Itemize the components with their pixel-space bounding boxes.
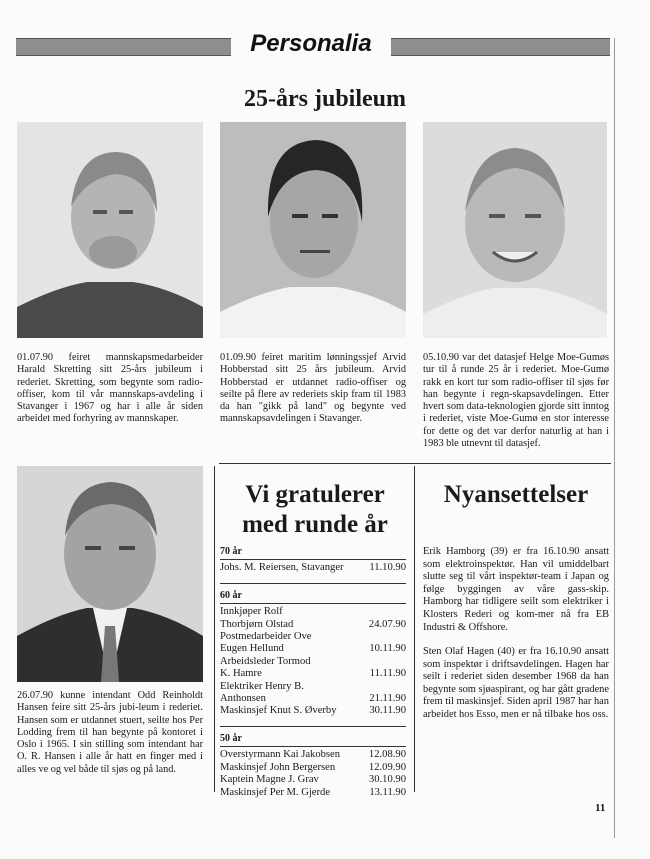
- jubileum-title: 25-års jubileum: [244, 86, 406, 112]
- list-item: Innkjøper Rolf: [220, 606, 283, 618]
- caption-3: 05.10.90 var det datasjef Helge Moe-Gumøs tur til å runde 25 år i rederiet. Moe-Gumø rakk en kort tur som radio-offiser til sjøs før han begynte i regn-skapsavdelingen. Etter hvert som data-teknologien gjorde sitt inntog i rederiet, viste Moe-Gumø en stor interesse for dette og det var derfor naturlig at han i 1983 ble utnevnt til datasjef.: [423, 352, 609, 450]
- caption-4: 26.07.90 kunne intendant Odd Reinholdt Hansen feire sitt 25-års jubi-leum i rederiet. Hansen som er utdannet stuert, seilte hos Per Lodding frem til han begynte på kontoret i Oslo i 1965. I sin stilling som intendant har O. R. Hansen i alle år hatt en finger med i alles ve og vel både til sjøs og på land.: [17, 690, 203, 775]
- nyansettelser-title: Nyansettelser: [443, 481, 589, 508]
- list-item: Eugen Hellund 10.11.90: [220, 643, 406, 655]
- list-item: Maskinsjef John Bergersen 12.09.90: [220, 761, 406, 773]
- page-edge-rule: [614, 38, 615, 838]
- column-divider-right: [414, 466, 415, 792]
- section-divider: [219, 463, 611, 464]
- group-heading-60: 60 år: [220, 589, 242, 601]
- caption-2: 01.09.90 feiret maritim lønningssjef Arvid Hobberstad sitt 25 års jubileum. Arvid Hobberstad er utdannet radio-offiser og seilte på flere av rederiets skip fram til 1983 da han "gikk på land" og begynte ved mannskapsavdelingen i Stavanger.: [220, 352, 406, 425]
- portrait-photo-3: [423, 122, 607, 338]
- portrait-photo-4: [17, 466, 203, 682]
- list-item: Overstyrmann Kai Jakobsen 12.08.90: [220, 749, 406, 761]
- list-item: Elektriker Henry B.: [220, 680, 304, 692]
- list-item: K. Hamre 11.11.90: [220, 668, 406, 680]
- caption-1: 01.07.90 feiret mannskapsmedarbeider Harald Skretting sitt 25-års jubileum i rederiet. Skretting, som begynte som radio-offiser, kom til vår mannskaps-avdeling i Stavanger i 1967 og har i alle år siden arbeidet med forhyring av mannskaper.: [17, 352, 203, 425]
- group-heading-70: 70 år: [220, 546, 242, 557]
- list-item: Maskinsjef Knut S. Øverby 30.11.90: [220, 705, 406, 717]
- portrait-photo-1: [17, 122, 203, 338]
- gratulerer-title-line2: med runde år: [242, 511, 388, 538]
- group-heading-50: 50 år: [220, 732, 242, 744]
- list-item: Arbeidsleder Tormod: [220, 655, 311, 667]
- nyansettelser-paragraph-1: Erik Hamborg (39) er fra 16.10.90 ansatt som elektroinspektør. Han vil umiddelbart slutte seg til vårt inspektør-team i Japan og følge byggingen av våre gass-skip. Hamborg har tidligere seilt som elektriker i Klosters Rederi og kom-mer nå fra EB Industri & Offshore.: [423, 546, 609, 633]
- birthday-list: [220, 546, 406, 799]
- gratulerer-title: [220, 480, 410, 540]
- list-item: Maskinsjef Per M. Gjerde 13.11.90: [220, 786, 406, 798]
- gratulerer-title-line1: Vi gratulerer: [245, 481, 385, 508]
- list-item: Anthonsen 21.11.90: [220, 693, 406, 705]
- list-item: Thorbjørn Olstad 24.07.90: [220, 618, 406, 630]
- list-item: Johs. M. Reiersen, Stavanger 11.10.90: [220, 562, 406, 574]
- section-title: Personalia: [231, 30, 391, 58]
- nyansettelser-paragraph-2: Sten Olaf Hagen (40) er fra 16.10.90 ansatt som inspektør i driftsavdelingen. Hagen har seilt i rederiet siden desember 1968 da han begynte som sjøaspirant, og har gått gradene frem til maskinsjef. Siden april 1987 har han arbeidet hos Esso, men er nå tilbake hos oss.: [423, 646, 609, 720]
- list-item: Postmedarbeider Ove: [220, 631, 312, 643]
- column-divider-left: [214, 466, 215, 792]
- page-number: 11: [595, 802, 606, 814]
- portrait-photo-2: [220, 122, 406, 338]
- list-item: Kaptein Magne J. Grav 30.10.90: [220, 774, 406, 786]
